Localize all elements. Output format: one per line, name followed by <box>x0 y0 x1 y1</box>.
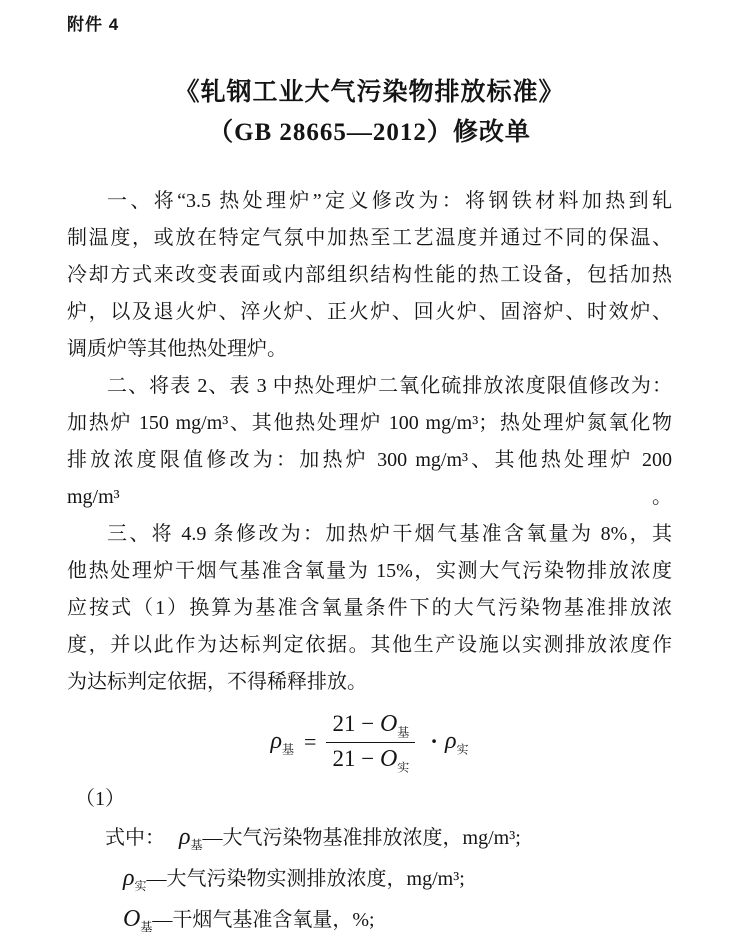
paragraph-2-line: 加热炉 150 mg/m³、其他热处理炉 100 mg/m³；热处理炉氮氧化物 <box>67 412 672 434</box>
rho-base-subscript: 基 <box>282 742 295 757</box>
fraction-denominator <box>326 743 415 774</box>
rho-measured-subscript: 实 <box>456 742 469 757</box>
paragraph-2-line: 排放浓度限值修改为：加热炉 300 mg/m³、其他热处理炉 200 mg/m³。 <box>67 449 672 508</box>
paragraph-1-line: 炉，以及退火炉、淬火炉、正火炉、回火炉、固溶炉、时效炉、 <box>67 301 672 323</box>
oxygen-base-subscript: 基 <box>397 725 410 740</box>
rho-measured-subscript: 实 <box>134 879 147 894</box>
definition-text: —干烟气基准含氧量，%; <box>152 909 375 932</box>
definition-text: —大气污染物基准排放浓度，mg/m³; <box>202 827 521 850</box>
rho-measured-symbol: ρ <box>123 865 135 892</box>
rho-measured-symbol: ρ <box>444 728 457 755</box>
oxygen-base-symbol: O <box>123 906 141 933</box>
equation-rhs <box>445 728 469 756</box>
paragraph-1-line: 一、将“3.5 热处理炉”定义修改为：将钢铁材料加热到轧 <box>107 190 672 212</box>
paragraph-3-line: 应按式（1）换算为基准含氧量条件下的大气污染物基准排放浓 <box>67 597 672 619</box>
equation-number: （1） <box>75 788 125 811</box>
conversion-equation <box>67 711 672 773</box>
rho-base-symbol: ρ <box>270 728 283 755</box>
definition-row <box>67 817 672 858</box>
oxygen-base-subscript: 基 <box>140 920 153 935</box>
definition-intro: 式中： <box>105 827 165 850</box>
definition-row <box>67 899 672 940</box>
symbol-definitions <box>67 817 672 940</box>
rho-base-symbol: ρ <box>179 824 191 851</box>
oxygen-measured-symbol: O <box>379 745 398 772</box>
equation-lhs <box>270 728 294 756</box>
equals-sign: = <box>304 729 317 755</box>
paragraph-3-line: 度，并以此作为达标判定依据。其他生产设施以实测排放浓度作 <box>67 634 672 656</box>
title-line-1: 《轧钢工业大气污染物排放标准》 <box>174 79 565 106</box>
paragraph-3-line: 为达标判定依据，不得稀释排放。 <box>67 671 367 693</box>
definition-text: —大气污染物实测排放浓度，mg/m³; <box>146 868 465 891</box>
paragraph-3-line: 他热处理炉干烟气基准含氧量为 15%，实测大气污染物排放浓度 <box>67 560 672 582</box>
paragraph-3-line: 三、将 4.9 条修改为：加热炉干烟气基准含氧量为 8%，其 <box>107 523 672 545</box>
numerator-constant: 21 − <box>332 711 380 736</box>
document-body <box>67 183 672 701</box>
denominator-constant: 21 − <box>332 745 380 771</box>
oxygen-base-symbol: O <box>379 711 398 737</box>
attachment-label: 附件 4 <box>67 15 120 34</box>
definition-row <box>67 858 672 899</box>
document-title <box>67 73 672 153</box>
oxygen-measured-subscript: 实 <box>397 760 410 775</box>
paragraph-1-line: 制温度，或放在特定气氛中加热至工艺温度并通过不同的保温、 <box>67 227 672 249</box>
paragraph-1-line: 冷却方式来改变表面或内部组织结构性能的热工设备，包括加热 <box>67 264 672 286</box>
rho-base-subscript: 基 <box>190 838 203 853</box>
fraction-numerator <box>326 711 415 743</box>
title-line-2: （GB 28665—2012）修改单 <box>208 119 531 146</box>
paragraph-2-line: 二、将表 2、表 3 中热处理炉二氧化硫排放浓度限值修改为： <box>107 375 672 397</box>
equation-fraction <box>326 711 415 773</box>
multiplication-dot: · <box>430 729 438 755</box>
paragraph-1-line: 调质炉等其他热处理炉。 <box>67 338 287 360</box>
